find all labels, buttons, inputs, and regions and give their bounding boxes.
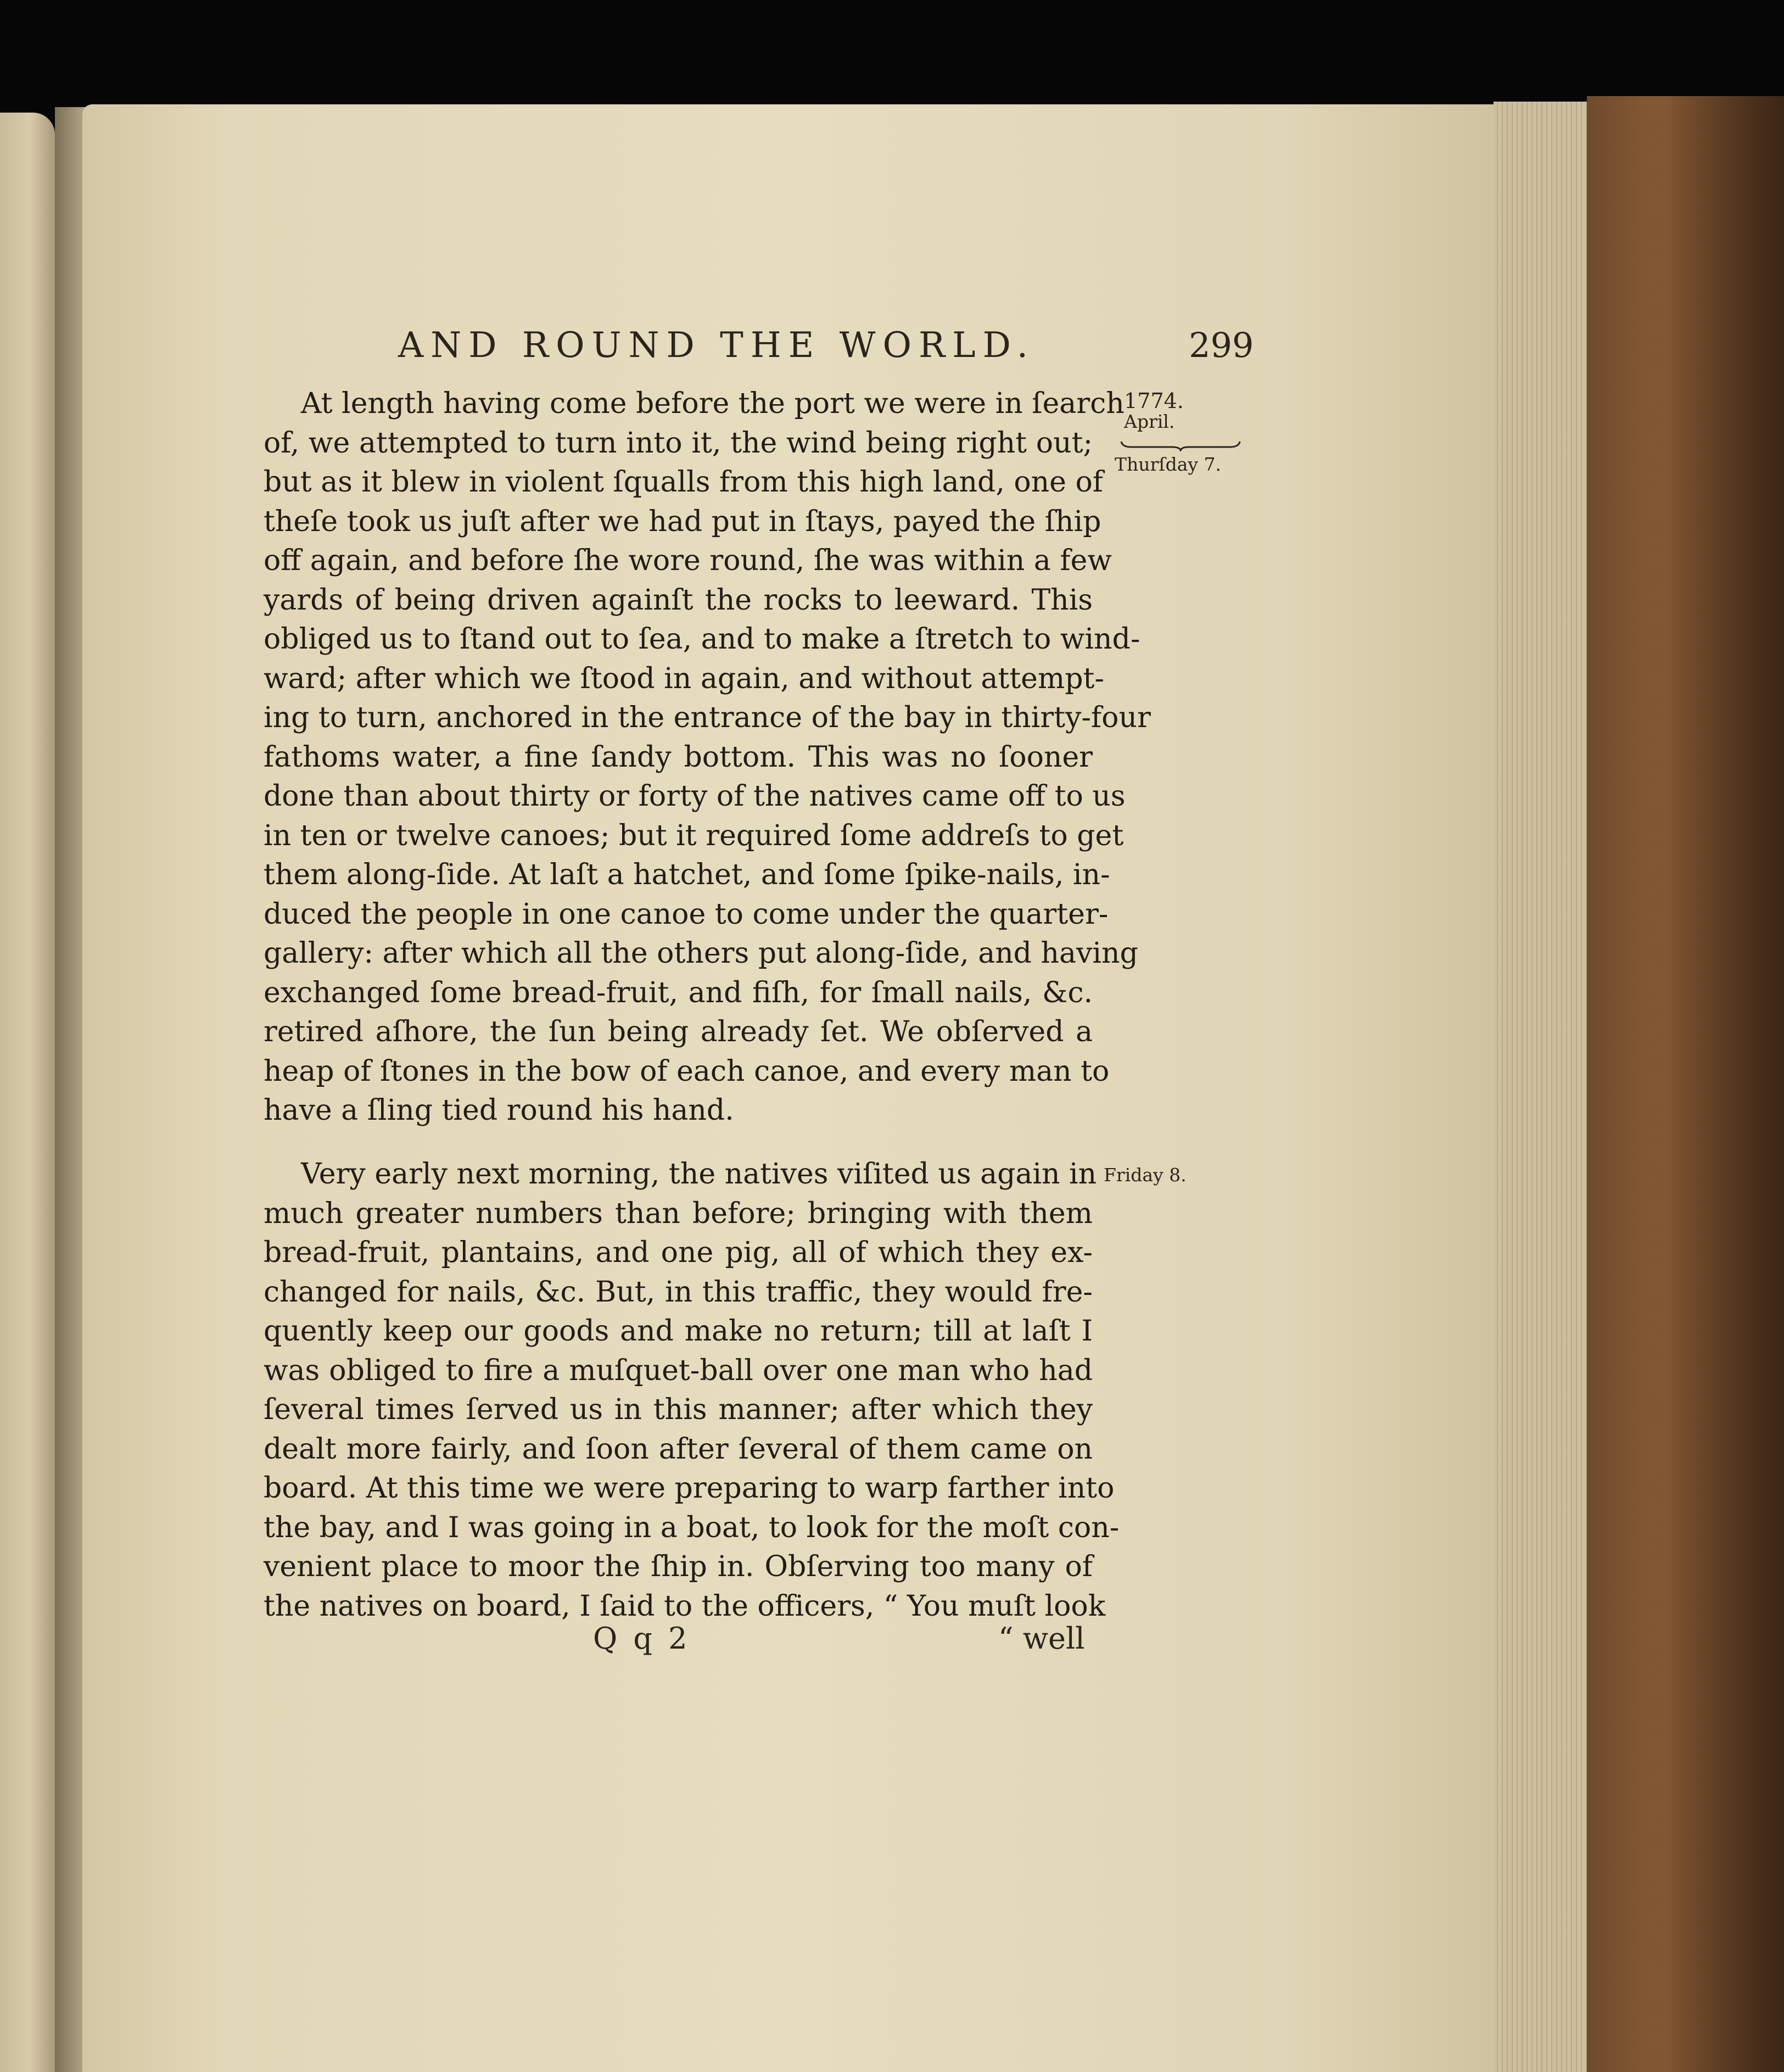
margin-year: 1774. [1124, 389, 1184, 413]
margin-date-thursday: Thurſday 7. [1115, 454, 1221, 475]
text-line: ſeveral times ſerved us in this manner; after which they [264, 1393, 1093, 1426]
text-line: the natives on board, I ſaid to the officers, “ You muſt look [264, 1589, 1106, 1623]
text-line: was obliged to fire a muſquet-ball over one man who had [264, 1354, 1093, 1387]
running-head: AND ROUND THE WORLD. [398, 325, 1035, 366]
text-line: theſe took us juſt after we had put in ſtays, payed the ſhip [264, 505, 1101, 538]
page-block-edges [1494, 102, 1587, 2072]
text-line: retired aſhore, the ſun being already ſet. We obſerved a [264, 1015, 1093, 1048]
text-line: ward; after which we ſtood in again, and without attempt- [264, 662, 1104, 695]
paragraph-2 [264, 1155, 1120, 1626]
text-line: in ten or twelve canoes; but it required ſome addreſs to get [264, 819, 1124, 852]
text-line: much greater numbers than before; bringing with them [264, 1197, 1093, 1230]
text-line: venient place to moor the ſhip in. Obſerving too many of [264, 1550, 1093, 1583]
text-line: gallery: after which all the others put along-ſide, and having [264, 937, 1138, 970]
text-line: but as it blew in violent ſqualls from this high land, one of [264, 466, 1104, 499]
text-line: bread-fruit, plantains, and one pig, all of which they ex- [264, 1236, 1093, 1269]
margin-month: April. [1124, 411, 1175, 432]
text-line: fathoms water, a fine ſandy bottom. This was no ſooner [264, 740, 1093, 774]
text-line: done than about thirty or forty of the natives came off to us [264, 780, 1126, 813]
text-line: changed for nails, &c. But, in this traffic, they would fre- [264, 1275, 1093, 1309]
text-line: them along-ſide. At laſt a hatchet, and ſome ſpike-nails, in- [264, 858, 1110, 891]
text-line: of, we attempted to turn into it, the wind being right out; [264, 426, 1093, 460]
text-line: off again, and before ſhe wore round, ſhe was within a few [264, 544, 1112, 577]
text-line: the bay, and I was going in a boat, to look for the moſt con- [264, 1511, 1120, 1544]
margin-date-friday: Friday 8. [1104, 1164, 1187, 1186]
left-page-edge [0, 113, 55, 2072]
text-line: ing to turn, anchored in the entrance of the bay in thirty-four [264, 701, 1151, 734]
text-line: board. At this time we were preparing to warp farther into [264, 1472, 1115, 1505]
margin-brace [1120, 439, 1241, 451]
signature-mark: Q q 2 [593, 1621, 691, 1656]
page-number: 299 [1189, 325, 1254, 365]
text-line: Very early next morning, the natives viſited us again in [301, 1158, 1097, 1191]
text-line: duced the people in one canoe to come under the quarter- [264, 897, 1109, 931]
text-line: quently keep our goods and make no return; till at laſt I [264, 1315, 1093, 1348]
text-line: obliged us to ſtand out to ſea, and to make a ſtretch to wind- [264, 623, 1140, 656]
text-line: exchanged ſome bread-fruit, and fiſh, for ſmall nails, &c. [264, 976, 1093, 1009]
cover-shadow [1642, 96, 1784, 2072]
catchword: “ well [998, 1621, 1085, 1656]
text-line: yards of being driven againſt the rocks to leeward. This [264, 583, 1093, 617]
text-line: have a ſling tied round his hand. [264, 1094, 734, 1127]
text-line: At length having come before the port we were in ſearch [301, 387, 1125, 420]
text-line: dealt more fairly, and ſoon after ſeveral of them came on [264, 1432, 1093, 1466]
text-line: heap of ſtones in the bow of each canoe, and every man to [264, 1054, 1110, 1088]
